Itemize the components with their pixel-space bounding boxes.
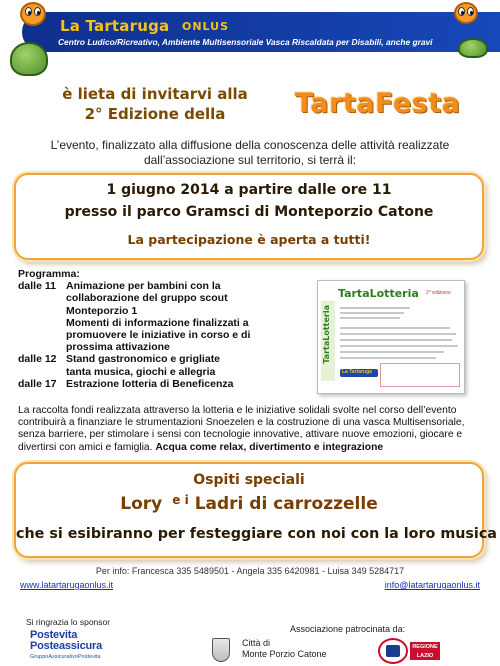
event-place: presso il parco Gramsci di Monteporzio Catone bbox=[64, 204, 434, 220]
sponsor-line-1: Postevita bbox=[30, 629, 78, 641]
program-item-text: Estrazione lotteria di Beneficenza bbox=[66, 377, 234, 390]
city-name bbox=[242, 638, 327, 660]
invite-heading bbox=[50, 84, 260, 124]
lottery-text-line bbox=[340, 307, 410, 309]
fundraising-text bbox=[18, 405, 488, 454]
fundraising-body: La raccolta fondi realizzata attraverso la lotteria e le iniziative solidali svolte nel corso dell’evento contribuirà a finanziare le strumentazioni Snoezelen e la costruzione di una vasca Multisensoriale, senza barriere, per stimolare i sensi con tecnologie innovative, attivare nuove emozioni, giocare e divertirsi con amici e famiglia. bbox=[18, 405, 465, 453]
program-item bbox=[18, 317, 318, 354]
program-item-text: Animazione per bambini con la collaborazione del gruppo scout Monteporzio 1 bbox=[66, 280, 228, 317]
program-item-time: dalle 11 bbox=[18, 280, 56, 293]
lottery-text-line bbox=[340, 357, 436, 359]
program-item bbox=[18, 353, 318, 377]
lottery-text-line bbox=[340, 333, 456, 335]
program-title: Programma: bbox=[18, 268, 80, 280]
lottery-logo-text: La Tartaruga bbox=[342, 369, 372, 375]
sponsor-line-3: GruppoAssicurativoPostevita bbox=[30, 654, 101, 660]
program-item-text: Momenti di informazione finalizzati a promuovere le iniziative in corso e di prossima attivazione bbox=[66, 316, 251, 354]
program-item-time: dalle 17 bbox=[18, 377, 57, 390]
org-name: La Tartaruga bbox=[60, 17, 170, 35]
lottery-edition: 2° edizione bbox=[426, 290, 451, 296]
guest-ladri-di-carrozzelle: Ladri di carrozzelle bbox=[194, 494, 378, 514]
intro-text: L’evento, finalizzato alla diffusione della conoscenza delle attività realizzate dall’associazione sul territorio, si terrà il: bbox=[50, 138, 450, 167]
program-item bbox=[18, 280, 318, 317]
city-line-1: Città di bbox=[242, 638, 271, 648]
city-coat-of-arms-icon bbox=[212, 638, 230, 662]
email-link[interactable]: info@latartarugaonlus.it bbox=[384, 580, 480, 590]
sponsor-line-2: Posteassicura bbox=[30, 640, 102, 652]
guests-joiner: e i bbox=[172, 493, 189, 507]
lottery-text-line bbox=[340, 327, 450, 329]
lottery-prize-box bbox=[380, 363, 460, 387]
lottery-text-line bbox=[340, 351, 444, 353]
event-date-time: 1 giugno 2014 a partire dalle ore 11 bbox=[106, 182, 392, 198]
sponsor-label: Si ringrazia lo sponsor bbox=[26, 617, 111, 627]
lottery-title: TartaLotteria bbox=[338, 287, 419, 300]
event-details-box bbox=[14, 173, 484, 260]
org-suffix: ONLUS bbox=[182, 20, 230, 33]
invite-line-1: è lieta di invitarvi alla bbox=[62, 85, 248, 103]
lottery-text-line bbox=[340, 339, 452, 341]
program-item-text: Stand gastronomico e grigliate tanta musica, giochi e allegria bbox=[66, 353, 221, 378]
program-item bbox=[18, 378, 318, 390]
lottery-text-line bbox=[340, 345, 458, 347]
lottery-flyer-thumbnail bbox=[317, 280, 465, 394]
guests-names bbox=[16, 494, 482, 514]
lottery-text-line bbox=[340, 317, 400, 319]
event-access: La partecipazione è aperta a tutti! bbox=[127, 232, 371, 247]
sponsor-logo bbox=[30, 630, 102, 663]
website-link[interactable]: www.latartarugaonlus.it bbox=[20, 580, 114, 590]
city-line-2: Monte Porzio Catone bbox=[242, 649, 327, 659]
contact-info: Per info: Francesca 335 5489501 - Angela 335 6420981 - Luisa 349 5284717 bbox=[95, 566, 405, 576]
region-emblem-inner bbox=[386, 645, 400, 657]
guest-lory: Lory bbox=[120, 494, 163, 514]
special-guests-box bbox=[14, 462, 497, 558]
guests-title: Ospiti speciali bbox=[193, 472, 305, 488]
lottery-side-text: TartaLotteria bbox=[322, 305, 331, 364]
fundraising-highlight: Acqua come relax, divertimento e integrazione bbox=[155, 441, 384, 453]
invite-line-2: 2° Edizione della bbox=[84, 105, 226, 123]
header bbox=[0, 0, 500, 80]
org-description: Centro Ludico/Ricreativo, Ambiente Multisensoriale Vasca Riscaldata per Disabili, anche gravi bbox=[58, 37, 433, 47]
patron-label: Associazione patrocinata da: bbox=[290, 624, 406, 634]
region-badge: REGIONE LAZIO bbox=[410, 642, 440, 660]
lottery-text-line bbox=[340, 312, 404, 314]
program bbox=[18, 268, 318, 390]
program-item-time: dalle 12 bbox=[18, 353, 57, 366]
event-name: TartaFesta bbox=[295, 88, 461, 119]
turtle-mascot-left bbox=[6, 2, 52, 78]
guests-tagline: che si esibiranno per festeggiare con noi con la loro musica bbox=[16, 526, 497, 542]
turtle-mascot-right bbox=[444, 2, 490, 62]
